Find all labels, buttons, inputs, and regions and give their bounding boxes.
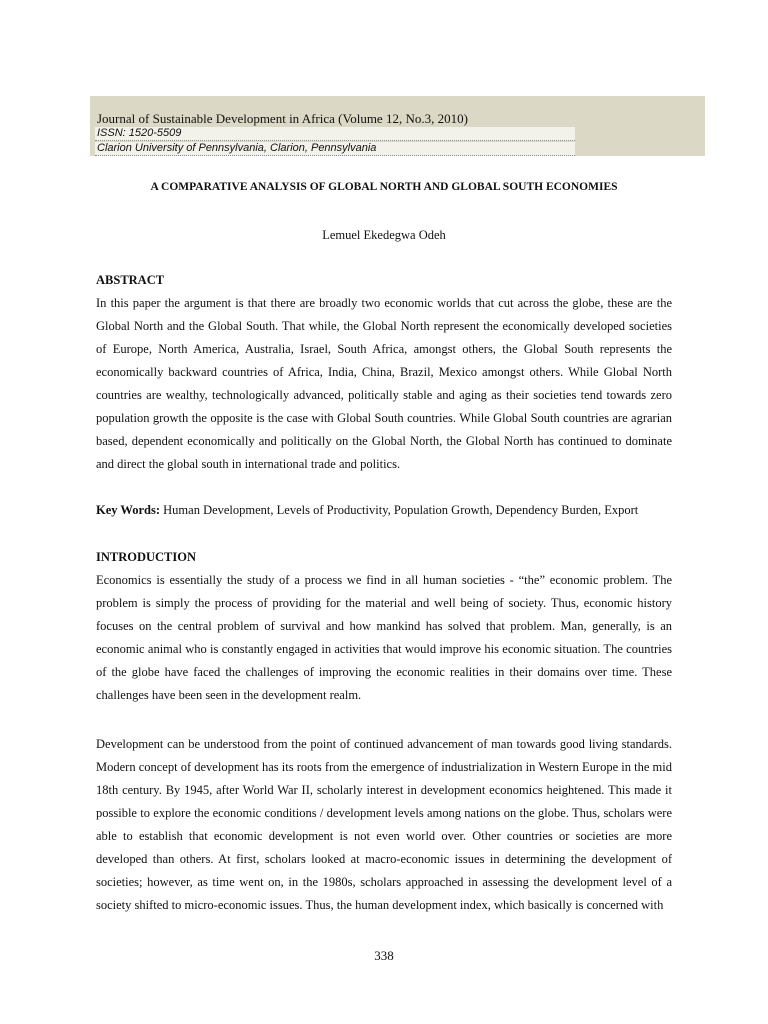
- journal-header-box: [90, 96, 705, 156]
- journal-title-line: Journal of Sustainable Development in Africa (Volume 12, No.3, 2010): [97, 111, 468, 126]
- article-author: Lemuel Ekedegwa Odeh: [322, 228, 446, 242]
- keywords-line: [96, 503, 638, 518]
- introduction-paragraph-2: Development can be understood from the point of continued advancement of man towards good living standards. Modern concept of development has its roots from the emergence of industrialization in Western Europe in the mid 18th century. By 1945, after World War II, scholarly interest in development economics heightened. This made it possible to explore the economic conditions / development levels among nations on the globe. Thus, scholars were able to establish that economic development is not even world over. Other countries or societies are more developed than others. At first, scholars looked at macro-economic issues in determining the development of societies; however, as time went on, in the 1980s, scholars approached in assessing the development level of a society shifted to micro-economic issues. Thus, the human development index, which basically is concerned with: [96, 737, 672, 912]
- abstract-heading: ABSTRACT: [96, 273, 165, 287]
- keywords-label: Key Words:: [96, 503, 161, 517]
- introduction-paragraph-1: Economics is essentially the study of a process we find in all human societies - “the” economic problem. The problem is simply the process of providing for the material and well being of society. Thus, economic history focuses on the central problem of survival and how mankind has solved that problem. Man, generally, is an economic animal who is constantly engaged in activities that would improve his economic situation. The countries of the globe have faced the challenges of improving the economic realities in their domains over time. These challenges have been seen in the development realm.: [96, 573, 672, 702]
- keywords-text: Human Development, Levels of Productivity, Population Growth, Dependency Burden, Export: [160, 503, 639, 517]
- issn-line: ISSN: 1520-5509: [95, 127, 575, 141]
- university-line: Clarion University of Pennsylvania, Clarion, Pennsylvania: [95, 142, 575, 156]
- article-title: A COMPARATIVE ANALYSIS OF GLOBAL NORTH AND GLOBAL SOUTH ECONOMIES: [150, 181, 618, 193]
- introduction-heading: INTRODUCTION: [96, 550, 197, 564]
- page-number: 338: [374, 948, 394, 963]
- abstract-paragraph: In this paper the argument is that there are broadly two economic worlds that cut across the globe, these are the Global North and the Global South. That while, the Global North represent the economically developed societies of Europe, North America, Australia, Israel, South Africa, amongst others, the Global South represents the economically backward countries of Africa, India, China, Brazil, Mexico amongst others. While Global North countries are wealthy, technologically advanced, politically stable and aging as their societies tend towards zero population growth the opposite is the case with Global South countries. While Global South countries are agrarian based, dependent economically and politically on the Global North, the Global North has continued to dominate and direct the global south in international trade and politics.: [96, 296, 672, 471]
